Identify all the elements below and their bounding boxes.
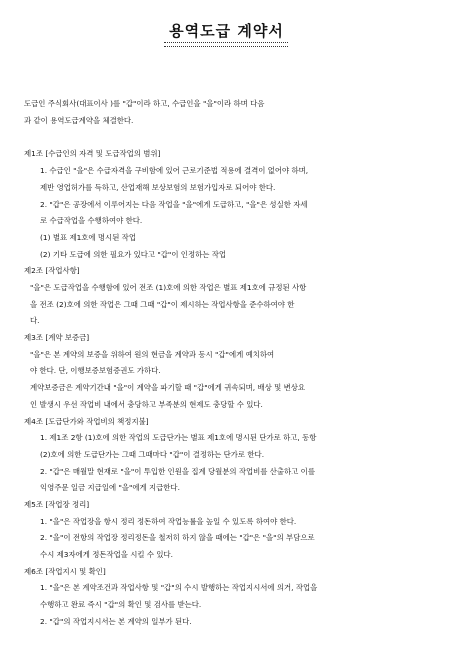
- preamble-line: 도급인 주식회사(대표이사 )를 "갑"이라 하고, 수급인을 "을"이라 하며 다음: [24, 99, 265, 108]
- article-line: 인 발생시 우선 작업비 내에서 충당하고 부족분의 현제도 충당할 수 있다.: [30, 400, 263, 409]
- article-line: 2. "을"이 전항의 작업장 정리정돈을 철저히 하지 않을 때에는 "갑"은 "을"의 부담으로: [40, 533, 315, 542]
- article-heading: 제2조 [작업사항]: [24, 266, 80, 275]
- article-line: 을 전조 (2)호에 의한 작업은 그때 그때 "갑"이 제시하는 작업사항을 준수하여야 한: [30, 300, 295, 309]
- article-heading: 제6조 [작업지시 및 확인]: [24, 567, 106, 576]
- article-line: (1) 별표 제1호에 명시된 작업: [40, 233, 136, 242]
- article-line: (2) 기타 도급에 의한 필요가 있다고 "갑"이 인정하는 작업: [40, 250, 226, 259]
- article-line: 익영주문 일금 지급일에 "을"에게 지급한다.: [40, 483, 180, 492]
- preamble-line: 과 같이 용역도급계약을 체결한다.: [24, 116, 134, 125]
- article-line: 수행하고 완료 즉시 "갑"의 확인 및 검사를 받는다.: [40, 600, 202, 609]
- article-line: 2. "갑"은 매월말 현재로 "을"이 투입한 인원을 집계 당월분의 작업비를 산출하고 이를: [40, 467, 315, 476]
- article-line: 다.: [30, 316, 40, 325]
- article-line: "을"은 도급작업을 수행함에 있어 전조 (1)호에 의한 작업은 별표 제1호에 규정된 사항: [30, 283, 307, 292]
- article-line: (2)호에 의한 도급단가는 그때 그때마다 "갑"이 결정하는 단가로 한다.: [40, 450, 265, 459]
- article-line: 야 한다. 단, 이행보증보험증권도 가하다.: [30, 366, 161, 375]
- article-line: 수시 제3자에게 정돈작업을 시킬 수 있다.: [40, 550, 174, 559]
- article-line: 1. "을"은 작업장을 항시 정리 정돈하여 작업능률을 높일 수 있도록 하여야 한다.: [40, 517, 297, 526]
- article-line: 계약보증금은 계약기간내 "을"이 계약을 파기할 때 "갑"에게 귀속되며, 배상 및 변상요: [30, 383, 306, 392]
- article-heading: 제3조 [계약 보증금]: [24, 333, 90, 342]
- article-line: "을"은 본 계약의 보증을 위하여 원의 현금을 계약과 동시 "갑"에게 예치하여: [30, 350, 275, 359]
- article-line: 1. 수급인 "을"은 수급자격을 구비함에 있어 근로기준법 적용에 결격이 없어야 하며,: [40, 166, 309, 175]
- article-heading: 제4조 [도급단가와 작업비의 책정지불]: [24, 417, 149, 426]
- article-line: 1. 제1조 2항 (1)호에 의한 작업의 도급단가는 별표 제1호에 명시된 단가로 하고, 동항: [40, 433, 317, 442]
- article-line: 1. "을"은 본 계약조건과 작업사항 및 "갑"의 수시 발행하는 작업지시서에 의거, 작업을: [40, 583, 318, 592]
- article-line: 로 수급작업을 수행하여야 한다.: [40, 216, 143, 225]
- article-line: 제반 영업허가를 득하고, 산업재해 보상보험의 보험가입자로 되어야 한다.: [40, 183, 276, 192]
- article-heading: 제1조 [수급인의 자격 및 도급작업의 범위]: [24, 149, 161, 158]
- article-line: 2. "갑"의 작업지시서는 본 계약의 일부가 된다.: [40, 617, 192, 626]
- title-underline: [164, 42, 288, 47]
- document-title: 용역도급 계약서: [169, 22, 284, 40]
- article-heading: 제5조 [작업장 정리]: [24, 500, 90, 509]
- article-line: 2. "갑"은 공장에서 이루어지는 다음 작업을 "을"에게 도급하고, "을"은 성실한 자세: [40, 200, 308, 209]
